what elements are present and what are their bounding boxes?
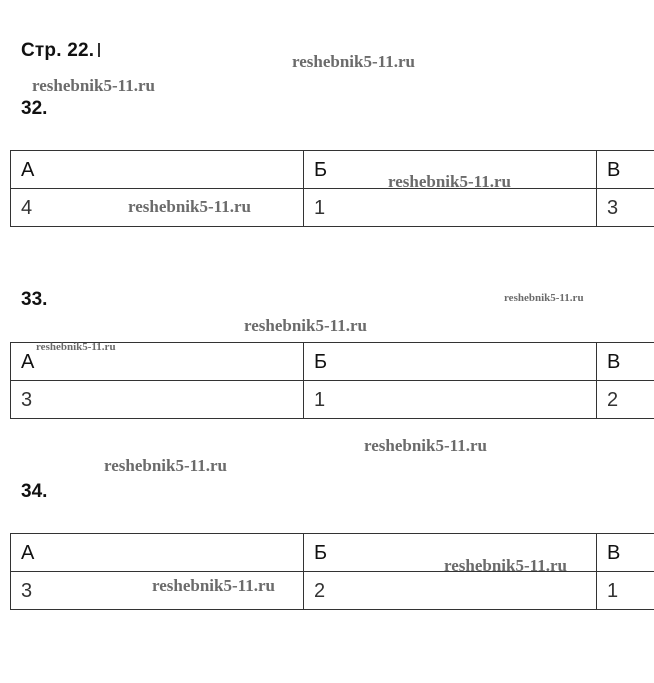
page-title-text: Стр. 22. — [21, 40, 95, 61]
value-cell-v: 3 — [597, 189, 654, 227]
task-32-table — [10, 150, 654, 227]
header-cell-v: В — [597, 151, 654, 189]
watermark: reshebnik5-11.ru — [32, 76, 155, 95]
value-cell-a: 4 — [11, 189, 304, 227]
header-cell-a: А — [11, 534, 304, 572]
header-cell-v: В — [597, 534, 654, 572]
header-cell-v: В — [597, 343, 654, 381]
watermark: reshebnik5-11.ru — [444, 556, 567, 575]
value-cell-v: 2 — [597, 381, 654, 419]
table-row — [11, 381, 654, 419]
watermark: reshebnik5-11.ru — [504, 292, 584, 304]
watermark: reshebnik5-11.ru — [388, 172, 511, 191]
watermark: reshebnik5-11.ru — [364, 436, 487, 455]
value-cell-b: 1 — [304, 189, 597, 227]
task-33-table — [10, 342, 654, 419]
watermark: reshebnik5-11.ru — [128, 197, 251, 216]
page-title-mark — [98, 43, 100, 57]
header-cell-a: А — [11, 343, 304, 381]
watermark: reshebnik5-11.ru — [104, 456, 227, 475]
task-33-number: 33. — [21, 289, 48, 310]
value-cell-a: 3 — [11, 381, 304, 419]
value-cell-v: 1 — [597, 572, 654, 610]
table-header-row — [11, 151, 654, 189]
value-cell-b: 2 — [304, 572, 597, 610]
watermark: reshebnik5-11.ru — [152, 576, 275, 595]
value-cell-a: 3 — [11, 572, 304, 610]
page-title — [21, 40, 100, 62]
table-row — [11, 189, 654, 227]
watermark: reshebnik5-11.ru — [292, 52, 415, 71]
header-cell-b: Б — [304, 343, 597, 381]
watermark: reshebnik5-11.ru — [36, 341, 116, 353]
task-32-number: 32. — [21, 98, 48, 119]
value-cell-b: 1 — [304, 381, 597, 419]
header-cell-b: Б — [304, 151, 597, 189]
header-cell-b: Б — [304, 534, 597, 572]
watermark: reshebnik5-11.ru — [244, 316, 367, 335]
header-cell-a: А — [11, 151, 304, 189]
table-row — [11, 572, 654, 610]
task-34-number: 34. — [21, 481, 48, 502]
